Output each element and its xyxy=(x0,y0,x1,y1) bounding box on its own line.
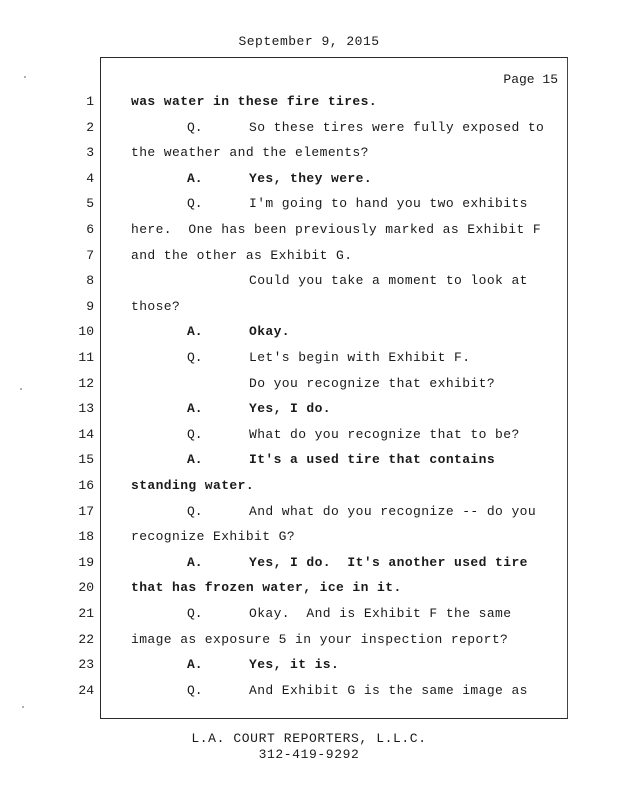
line-number: 10 xyxy=(78,324,94,340)
transcript-line-text: What do you recognize that to be? xyxy=(249,426,520,442)
reporter-phone: 312-419-9292 xyxy=(258,747,360,762)
line-number: 8 xyxy=(86,273,94,289)
line-number: 20 xyxy=(78,580,94,596)
page-number: Page 15 xyxy=(503,72,558,87)
transcript-line-text: those? xyxy=(131,298,181,314)
transcript-line-text: Yes, it is. xyxy=(249,657,340,673)
line-number: 5 xyxy=(86,196,94,212)
deposition-date: September 9, 2015 xyxy=(238,34,380,49)
speaker-label: Q. xyxy=(187,606,203,621)
transcript-line-text: And what do you recognize -- do you xyxy=(249,503,537,519)
transcript-line-text: the weather and the elements? xyxy=(131,145,369,161)
speaker-label: A. xyxy=(187,657,203,673)
line-number: 11 xyxy=(78,350,94,365)
line-number: 3 xyxy=(86,145,94,161)
line-number: 19 xyxy=(78,554,94,570)
line-number: 9 xyxy=(86,298,94,314)
line-number: 23 xyxy=(78,657,94,673)
line-number: 22 xyxy=(78,631,94,647)
speaker-label: Q. xyxy=(187,196,203,212)
speaker-label: Q. xyxy=(187,119,203,135)
transcript-line-text: Okay. xyxy=(249,324,291,340)
speaker-label: A. xyxy=(187,401,203,417)
speaker-label: Q. xyxy=(187,503,203,519)
scan-speck xyxy=(24,76,26,78)
line-number: 17 xyxy=(78,503,94,519)
transcript-line-text: standing water. xyxy=(131,478,255,493)
transcript-line-text: Do you recognize that exhibit? xyxy=(249,375,496,391)
reporter-company: L.A. COURT REPORTERS, L.L.C. xyxy=(191,731,427,746)
line-number: 13 xyxy=(78,401,94,417)
transcript-line-text: and the other as Exhibit G. xyxy=(131,247,353,263)
speaker-label: A. xyxy=(187,554,203,570)
transcript-line-text: Yes, I do. It's another used tire xyxy=(249,554,528,570)
transcript-line-text: Let's begin with Exhibit F. xyxy=(249,350,471,365)
transcript-line-text: Yes, I do. xyxy=(249,401,332,417)
line-number: 7 xyxy=(86,247,94,263)
line-number: 18 xyxy=(78,529,94,545)
line-number: 16 xyxy=(78,478,94,493)
speaker-label: Q. xyxy=(187,426,203,442)
transcript-line-text: I'm going to hand you two exhibits xyxy=(249,196,528,212)
transcript-line-text: that has frozen water, ice in it. xyxy=(131,580,402,596)
transcript-line-text: recognize Exhibit G? xyxy=(131,529,296,545)
transcript-line-text: Could you take a moment to look at xyxy=(249,273,528,289)
transcript-line-text: was water in these fire tires. xyxy=(131,94,378,109)
line-number: 21 xyxy=(78,606,94,621)
line-number: 2 xyxy=(86,119,94,135)
scan-speck xyxy=(20,388,22,390)
transcript-line-text: here. One has been previously marked as Exhibit F xyxy=(131,222,542,237)
transcript-line-text: It's a used tire that contains xyxy=(249,452,496,468)
transcript-line-text: So these tires were fully exposed to xyxy=(249,119,545,135)
scan-speck xyxy=(22,706,24,708)
transcript-line-text: Yes, they were. xyxy=(249,170,373,186)
transcript-line-text: And Exhibit G is the same image as xyxy=(249,682,528,698)
line-number: 24 xyxy=(78,682,94,698)
line-number: 4 xyxy=(86,170,94,186)
line-number: 14 xyxy=(78,426,94,442)
speaker-label: A. xyxy=(187,324,203,340)
line-number: 15 xyxy=(78,452,94,468)
transcript-line-text: Okay. And is Exhibit F the same xyxy=(249,606,512,621)
speaker-label: Q. xyxy=(187,682,203,698)
speaker-label: Q. xyxy=(187,350,203,365)
speaker-label: A. xyxy=(187,170,203,186)
line-number: 6 xyxy=(86,222,94,237)
line-number: 1 xyxy=(86,94,94,109)
line-number: 12 xyxy=(78,375,94,391)
speaker-label: A. xyxy=(187,452,203,468)
transcript-line-text: image as exposure 5 in your inspection report? xyxy=(131,631,509,647)
